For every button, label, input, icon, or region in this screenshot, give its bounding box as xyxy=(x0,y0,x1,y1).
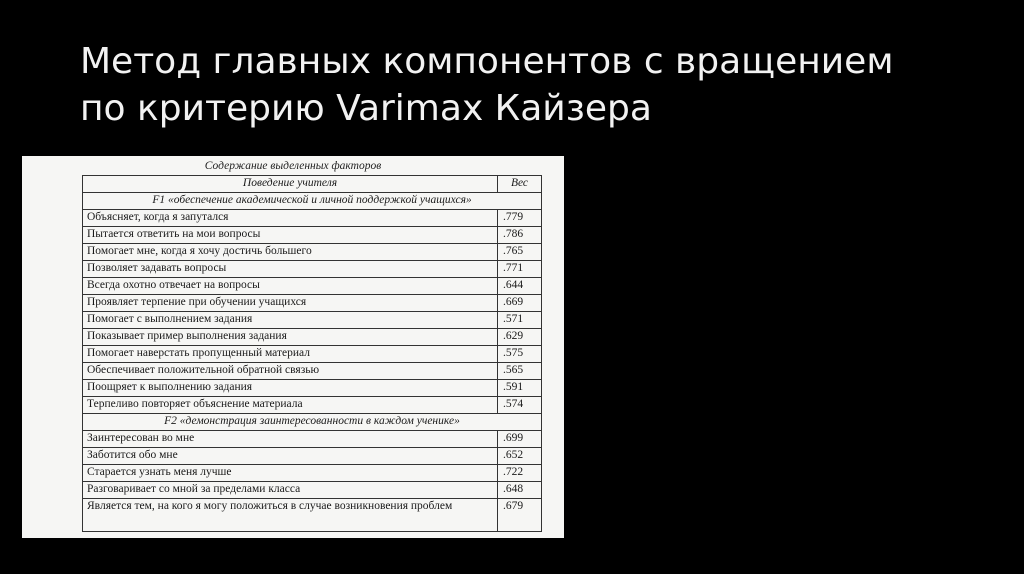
table-row xyxy=(83,482,542,499)
table-row xyxy=(83,244,542,261)
behavior-cell: Обеспечивает положительной обратной связью xyxy=(83,363,498,380)
weight-cell: .648 xyxy=(498,482,542,499)
behavior-cell: Показывает пример выполнения задания xyxy=(83,329,498,346)
behavior-cell: Позволяет задавать вопросы xyxy=(83,261,498,278)
table-caption: Содержание выделенных факторов xyxy=(204,160,382,172)
weight-cell: .771 xyxy=(498,261,542,278)
table-row xyxy=(83,380,542,397)
behavior-cell: Помогает мне, когда я хочу достичь большего xyxy=(83,244,498,261)
weight-cell: .765 xyxy=(498,244,542,261)
weight-cell: .679 xyxy=(498,499,542,532)
weight-cell: .644 xyxy=(498,278,542,295)
weight-cell: .571 xyxy=(498,312,542,329)
behavior-cell: Помогает наверстать пропущенный материал xyxy=(83,346,498,363)
factor-table xyxy=(82,175,542,532)
weight-cell: .575 xyxy=(498,346,542,363)
table-row xyxy=(83,346,542,363)
behavior-cell: Старается узнать меня лучше xyxy=(83,465,498,482)
table-row xyxy=(83,210,542,227)
factor-table-image xyxy=(22,156,564,538)
weight-cell: .699 xyxy=(498,431,542,448)
behavior-cell: Терпеливо повторяет объяснение материала xyxy=(83,397,498,414)
factor2-title: F2 «демонстрация заинтересованности в каждом ученике» xyxy=(83,414,542,431)
table-row xyxy=(83,465,542,482)
behavior-cell: Пытается ответить на мои вопросы xyxy=(83,227,498,244)
table-row xyxy=(83,295,542,312)
table-row xyxy=(83,397,542,414)
table-row xyxy=(83,227,542,244)
table-row xyxy=(83,448,542,465)
weight-cell: .565 xyxy=(498,363,542,380)
table-row xyxy=(83,261,542,278)
factor-table-body xyxy=(83,193,542,532)
slide-title xyxy=(80,38,980,132)
behavior-cell: Разговаривает со мной за пределами класса xyxy=(83,482,498,499)
weight-cell: .629 xyxy=(498,329,542,346)
table-row xyxy=(83,363,542,380)
factor-group-row xyxy=(83,193,542,210)
behavior-cell: Помогает с выполнением задания xyxy=(83,312,498,329)
behavior-cell: Является тем, на кого я могу положиться в случае возникновения проблем xyxy=(83,499,498,532)
weight-cell: .574 xyxy=(498,397,542,414)
table-row xyxy=(83,499,542,532)
weight-cell: .591 xyxy=(498,380,542,397)
table-row xyxy=(83,278,542,295)
weight-cell: .669 xyxy=(498,295,542,312)
header-weight: Вес xyxy=(498,176,542,193)
slide-title-line-1: Метод главных компонентов с вращением xyxy=(80,41,894,82)
table-row xyxy=(83,431,542,448)
behavior-cell: Заботится обо мне xyxy=(83,448,498,465)
weight-cell: .722 xyxy=(498,465,542,482)
slide-title-line-2: по критерию Varimax Кайзера xyxy=(80,88,652,129)
table-header-row xyxy=(83,176,542,193)
weight-cell: .779 xyxy=(498,210,542,227)
header-behavior: Поведение учителя xyxy=(83,176,498,193)
weight-cell: .652 xyxy=(498,448,542,465)
behavior-cell: Проявляет терпение при обучении учащихся xyxy=(83,295,498,312)
behavior-cell: Поощряет к выполнению задания xyxy=(83,380,498,397)
behavior-cell: Заинтересован во мне xyxy=(83,431,498,448)
table-row xyxy=(83,329,542,346)
behavior-cell: Объясняет, когда я запутался xyxy=(83,210,498,227)
weight-cell: .786 xyxy=(498,227,542,244)
table-row xyxy=(83,312,542,329)
factor1-title: F1 «обеспечение академической и личной поддержкой учащихся» xyxy=(83,193,542,210)
factor-group-row xyxy=(83,414,542,431)
behavior-cell: Всегда охотно отвечает на вопросы xyxy=(83,278,498,295)
